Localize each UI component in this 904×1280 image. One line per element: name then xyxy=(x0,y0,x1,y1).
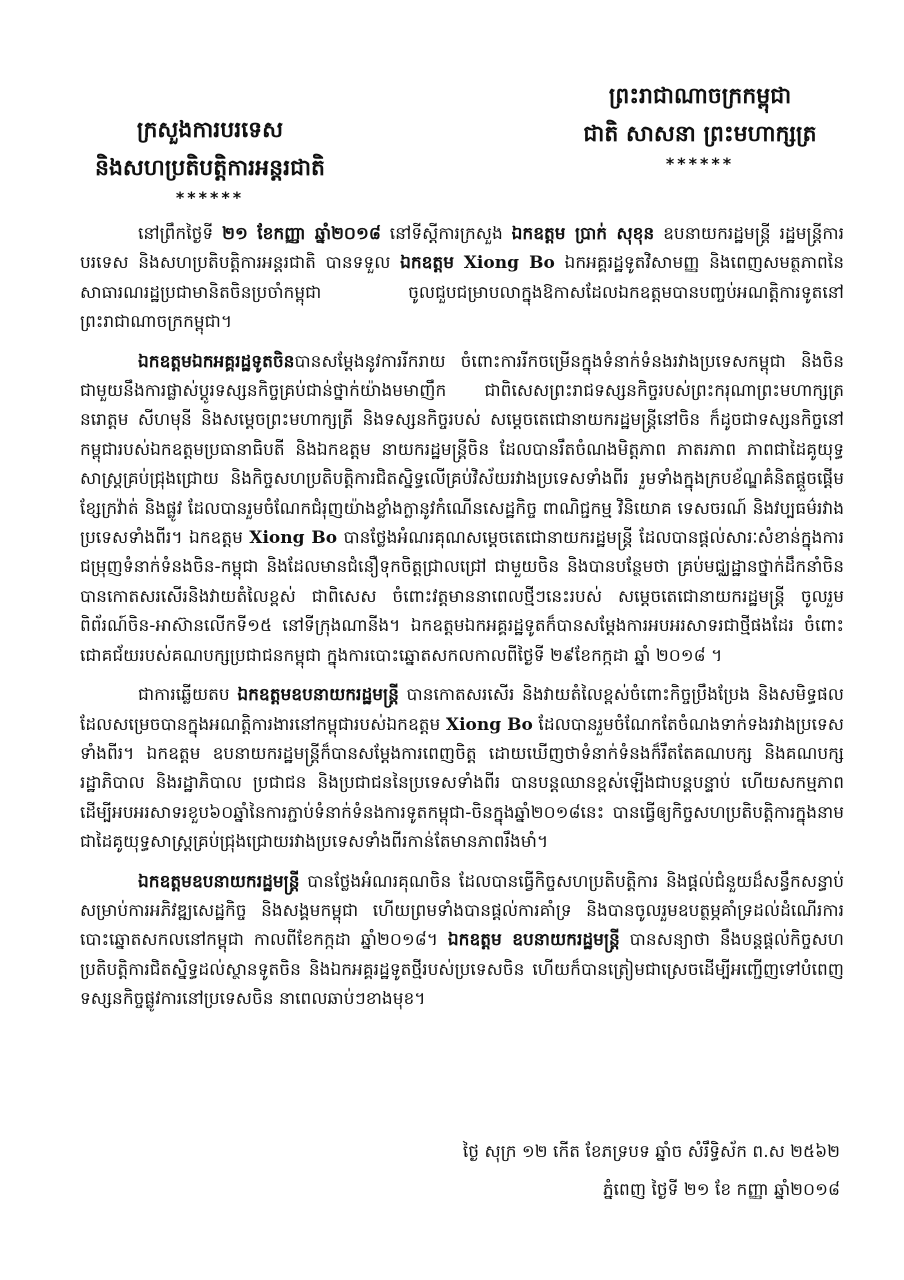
p1-ambassador-name: Xiong Bo xyxy=(463,253,555,274)
decorative-stars-left: ****** xyxy=(175,188,245,207)
paragraph-1 xyxy=(80,220,844,338)
p4-text-1: បានថ្លែងអំណរគុណចិន ដែលបានធ្វើកិច្ចសហប្រតិបត្តិការ និងផ្តល់ជំនួយដ៏សន្ធឹកសន្ធាប់សម្រាប់ការអភិវឌ្ឍសេដ្ឋកិច្ច និងសង្គមកម្ពុជា ហើយព្រមទាំងបានផ្តល់ការគាំទ្រ និងបានចូលរួមឧបត្ថម្ភគាំទ្រដល់ដំណើរការបោះឆ្នោតសកលនៅកម្ពុជា កាលពីខែកក្កដា ឆ្នាំ២០១៨។ xyxy=(80,871,844,951)
p1-text-3: ឧបនាយករដ្ឋមន្ត្រី រដ្ឋមន្ត្រីការបរទេស និងសហប្រតិបត្តិការអន្តរជាតិ បានទទួល xyxy=(80,224,844,274)
kingdom-header xyxy=(575,78,825,174)
p4-bold-deputy-pm-2: ឯកឧត្តម ឧបនាយករដ្ឋមន្ត្រី xyxy=(447,930,620,951)
p3-text-2: បានកោតសរសើរ និងវាយតំលៃខ្ពស់ចំពោះកិច្ចប្រឹងប្រែង និងសមិទ្ធផលដែលសម្រេចបានក្នុងអណត្តិការងារនៅកម្ពុជារបស់ឯកឧត្តម xyxy=(80,685,844,735)
paragraph-2 xyxy=(80,348,844,671)
p4-text-2: បានសន្យាថា នឹងបន្តផ្តល់កិច្ចសហប្រតិបត្តិការជិតស្និទ្ធដល់ស្ថានទូតចិន និងឯកអគ្គរដ្ឋទូតថ្មីរបស់ប្រទេសចិន ហើយក៏បានត្រៀមជាស្រេចដើម្បីអញ្ជើញទៅបំពេញទស្សនកិច្ចផ្លូវការនៅប្រទេសចិន នាពេលឆាប់ៗខាងមុខ។ xyxy=(80,930,844,1010)
p3-bold-deputy-pm: ឯកឧត្តមឧបនាយករដ្ឋមន្ត្រី xyxy=(237,685,399,706)
p3-text-1: ជាការឆ្លើយតប xyxy=(138,685,238,706)
lunar-date: ថ្ងៃ សុក្រ ១២ កើត ខែភទ្របទ ឆ្នាំច សំរឹទ្ធិស័ក ព.ស ២៥៦២ xyxy=(462,1142,840,1162)
p1-bold-minister: ឯកឧត្តម ប្រាក់ សុខុន xyxy=(511,224,655,244)
ministry-name-line1: ក្រសួងការបរទេស xyxy=(136,118,284,143)
p3-text-3: ដែលបានរួមចំណែកតែចំណងទាក់ទងរវាងប្រទេសទាំងពីរ។ ឯកឧត្តម ឧបនាយករដ្ឋមន្ត្រីក៏បានសម្តែងការពេញចិត្ត ដោយឃើញថាទំនាក់ទំនងក៏រឹតតែគណបក្ស និងគណបក្ស រដ្ឋាភិបាល និងរដ្ឋាភិបាល ប្រជាជន និងប្រជាជននៃប្រទេសទាំងពីរ បានបន្តឈានខ្ពស់ឡើងជាបន្តបន្ទាប់ ហើយសកម្មភាពដើម្បីអបអរសាទរខួប៦០ឆ្នាំនៃការភ្ជាប់ទំនាក់ទំនងការទូតកម្ពុជា-ចិនក្នុងឆ្នាំ២០១៨នេះ បានធ្វើឲ្យកិច្ចសហប្រតិបត្តិការក្នុងនាមជាដៃគូយុទ្ធសាស្ត្រគ្រប់ជ្រុងជ្រោយរវាងប្រទេសទាំងពីរកាន់តែមានភាពរឹងមាំ។ xyxy=(80,714,844,853)
national-motto: ជាតិ សាសនា ព្រះមហាក្សត្រ xyxy=(583,122,817,147)
p2-ambassador-name: Xiong Bo xyxy=(249,528,338,549)
paragraph-4 xyxy=(80,868,844,1015)
p1-bold-excellency: ឯកឧត្តម xyxy=(400,253,455,274)
p2-text-2: បានថ្លែងអំណរគុណសម្តេចតេជោនាយករដ្ឋមន្ត្រី ដែលបានផ្តល់សារៈសំខាន់ក្នុងការជម្រុញទំនាក់ទំនងចិន-កម្ពុជា និងដែលមានជំនឿទុកចិត្តជ្រាលជ្រៅ ជាមួយចិន និងបានបន្ថែមថា គ្រប់មជ្ឈដ្ឋានថ្នាក់ដឹកនាំចិនបានកោតសរសើរនិងវាយតំលៃខ្ពស់ ជាពិសេស ចំពោះវត្តមាននាពេលថ្មីៗនេះរបស់ សម្តេចតេជោនាយករដ្ឋមន្ត្រី ចូលរួមពិព័រណ៍ចិន-អាស៊ានលើកទី១៥ នៅទីក្រុងណានីង។ ឯកឧត្តមឯកអគ្គរដ្ឋទូតក៏បានសម្តែងការអបអរសាទរជាថ្មីផងដែរ ចំពោះជោគជ័យរបស់គណបក្សប្រជាជនកម្ពុជា ក្នុងការបោះឆ្នោតសកលកាលពីថ្ងៃទី ២៩ខែកក្កដា ឆ្នាំ ២០១៨ ។ xyxy=(80,528,844,666)
document-body xyxy=(80,220,844,1025)
ministry-name-line2: និងសហប្រតិបត្តិការអន្តរជាតិ xyxy=(95,156,325,181)
paragraph-3 xyxy=(80,681,844,857)
p1-bold-date: ២១ ខែកញ្ញា ឆ្នាំ២០១៨ xyxy=(222,224,381,244)
p1-text-2: នៅទីស្តីការក្រសួង xyxy=(380,224,512,244)
p4-bold-deputy-pm: ឯកឧត្តមឧបនាយករដ្ឋមន្ត្រី xyxy=(138,871,300,892)
p3-ambassador-name: Xiong Bo xyxy=(445,714,533,735)
place-date: ភ្នំពេញ ថ្ងៃទី ២១ ខែ កញ្ញា ឆ្នាំ២០១៨ xyxy=(602,1180,840,1200)
p2-text-1: បានសម្តែងនូវការរីករាយ ចំពោះការរីកចម្រើនក្នុងទំនាក់ទំនងរវាងប្រទេសកម្ពុជា និងចិន ជាមួយនឹងការផ្លាស់ប្តូរទស្សនកិច្ចគ្រប់ជាន់ថ្នាក់យ៉ាងមមាញឹក ជាពិសេសព្រះរាជទស្សនកិច្ចរបស់ព្រះករុណាព្រះមហាក្សត្រ នរោត្តម សីហមុនី និងសម្តេចព្រះមហាក្សត្រី និងទស្សនកិច្ចរបស់ សម្តេចតេជោនាយករដ្ឋមន្ត្រីនៅចិន ក៏ដូចជាទស្សនកិច្ចនៅកម្ពុជារបស់ឯកឧត្តមប្រធានាធិបតី និងឯកឧត្តម នាយករដ្ឋមន្ត្រីចិន ដែលបានរឹតចំណងមិត្តភាព ភាតរភាព ភាពជាដៃគូយុទ្ធសាស្ត្រគ្រប់ជ្រុងជ្រោយ និងកិច្ចសហប្រតិបត្តិការជិតស្និទ្ធលើគ្រប់វិស័យរវាងប្រទេសទាំងពីរ រួមទាំងក្នុងក្របខ័ណ្ឌគំនិតផ្តួចផ្តើមខ្សែក្រវ៉ាត់ និងផ្លូវ ដែលបានរួមចំណែកជំរុញយ៉ាងខ្លាំងក្លានូវកំណើនសេដ្ឋកិច្ច ពាណិជ្ជកម្ម វិនិយោគ ទេសចរណ៍ និងវប្បធម៌រវាងប្រទេសទាំងពីរ។ ឯកឧត្តម xyxy=(80,351,844,549)
p2-bold-ambassador: ឯកឧត្តមឯកអគ្គរដ្ឋទូតចិន xyxy=(138,351,295,372)
kingdom-name: ព្រះរាជាណាចក្រកម្ពុជា xyxy=(608,84,792,109)
decorative-stars-right: ****** xyxy=(665,154,735,173)
p1-text-4: ឯកអគ្គរដ្ឋទូតវិសាមញ្ញ និងពេញសមត្ថភាពនៃសាធារណរដ្ឋប្រជាមានិតចិនប្រចាំកម្ពុជា ចូលជួបជម្រាបលាក្នុងឱកាសដែលឯកឧត្តមបានបញ្ចប់អណត្តិការទូតនៅព្រះរាជាណាចក្រកម្ពុជា។ xyxy=(80,253,844,333)
p1-text-1: នៅព្រឹកថ្ងៃទី xyxy=(138,224,223,244)
ministry-header xyxy=(80,112,340,208)
